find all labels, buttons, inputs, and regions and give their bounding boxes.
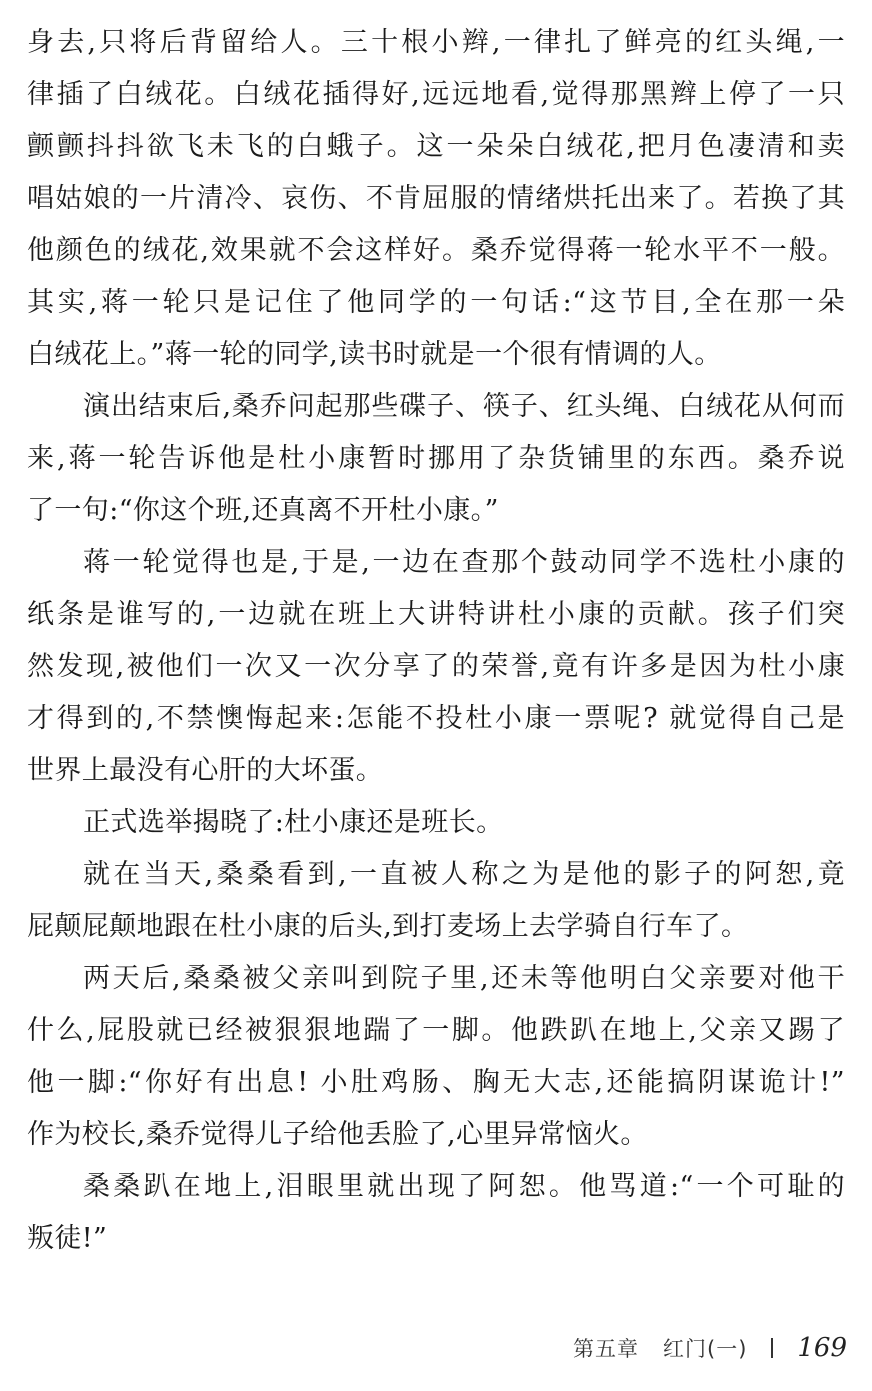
- text-line: 才得到的,不禁懊悔起来:怎能不投杜小康一票呢? 就觉得自己是: [27, 703, 845, 734]
- page-body: [27, 17, 845, 1265]
- text-line: 颤颤抖抖欲飞未飞的白蛾子。这一朵朵白绒花,把月色凄清和卖: [27, 131, 845, 162]
- text-line: 律插了白绒花。白绒花插得好,远远地看,觉得那黑辫上停了一只: [27, 79, 845, 110]
- paragraph: [27, 537, 845, 797]
- text-line: 正式选举揭晓了:杜小康还是班长。: [83, 807, 504, 838]
- text-line: 叛徒!”: [27, 1223, 108, 1254]
- paragraph: [27, 1161, 845, 1265]
- text-line: 他一脚:“你好有出息! 小肚鸡肠、胸无大志,还能搞阴谋诡计!”: [27, 1067, 845, 1098]
- text-line: 两天后,桑桑被父亲叫到院子里,还未等他明白父亲要对他干: [83, 963, 845, 994]
- paragraph: [27, 953, 845, 1161]
- text-line: 屁颠屁颠地跟在杜小康的后头,到打麦场上去学骑自行车了。: [27, 911, 749, 942]
- footer-divider: [771, 1338, 773, 1358]
- text-line: 然发现,被他们一次又一次分享了的荣誉,竟有许多是因为杜小康: [27, 651, 845, 682]
- text-line: 什么,屁股就已经被狠狠地踹了一脚。他跌趴在地上,父亲又踢了: [27, 1015, 845, 1046]
- text-line: 了一句:“你这个班,还真离不开杜小康。”: [27, 495, 499, 526]
- paragraph: [27, 849, 845, 953]
- page-footer: [573, 1330, 847, 1366]
- text-line: 桑桑趴在地上,泪眼里就出现了阿恕。他骂道:“一个可耻的: [83, 1171, 845, 1202]
- text-line: 身去,只将后背留给人。三十根小辫,一律扎了鲜亮的红头绳,一: [27, 27, 845, 58]
- text-line: 蒋一轮觉得也是,于是,一边在查那个鼓动同学不选杜小康的: [83, 547, 845, 578]
- paragraph: [27, 17, 845, 381]
- paragraph: [27, 381, 845, 537]
- page-number: 169: [797, 1333, 848, 1363]
- text-line: 其实,蒋一轮只是记住了他同学的一句话:“这节目,全在那一朵: [27, 287, 845, 318]
- text-line: 世界上最没有心肝的大坏蛋。: [27, 755, 384, 786]
- text-line: 纸条是谁写的,一边就在班上大讲特讲杜小康的贡献。孩子们突: [27, 599, 845, 630]
- text-line: 唱姑娘的一片清冷、哀伤、不肯屈服的情绪烘托出来了。若换了其: [27, 183, 845, 214]
- text-line: 来,蒋一轮告诉他是杜小康暂时挪用了杂货铺里的东西。桑乔说: [27, 443, 845, 474]
- text-line: 就在当天,桑桑看到,一直被人称之为是他的影子的阿恕,竟: [83, 859, 845, 890]
- text-line: 演出结束后,桑乔问起那些碟子、筷子、红头绳、白绒花从何而: [83, 391, 845, 422]
- text-line: 作为校长,桑乔觉得儿子给他丢脸了,心里异常恼火。: [27, 1119, 648, 1150]
- chapter-label: 第五章: [573, 1337, 639, 1361]
- text-line: 白绒花上。”蒋一轮的同学,读书时就是一个很有情调的人。: [27, 339, 722, 370]
- paragraph: [27, 797, 845, 849]
- section-title: 红门(一): [663, 1337, 748, 1361]
- text-line: 他颜色的绒花,效果就不会这样好。桑乔觉得蒋一轮水平不一般。: [27, 235, 845, 266]
